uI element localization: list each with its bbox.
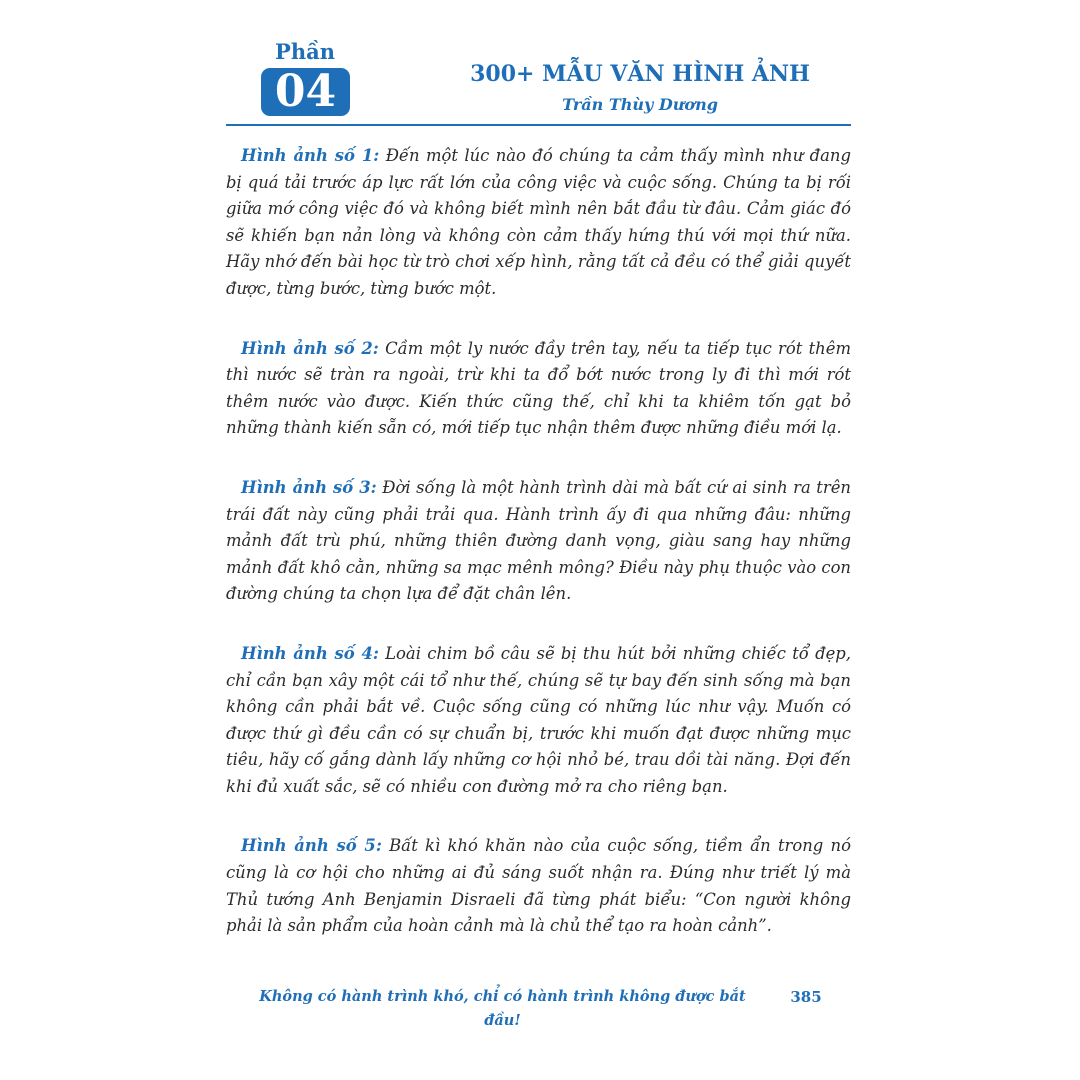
page-content <box>226 143 851 940</box>
paragraph-label: Hình ảnh số 5: <box>241 836 382 856</box>
footer-quote: Không có hành trình khó, chỉ có hành trình không được bắt đầu! <box>259 988 746 1029</box>
paragraph-label: Hình ảnh số 2: <box>241 338 379 358</box>
page-number: 385 <box>790 988 822 1006</box>
paragraph-text: Loài chim bồ câu sẽ bị thu hút bởi những chiếc tổ đẹp, chỉ cần bạn xây một cái tổ như thế, chúng sẽ tự bay đến sinh sống mà bạn không cần phải bắt về. Cuộc sống cũng có những lúc như vậy. Muốn có được thứ gì đều cần có sự chuẩn bị, trước khi muốn đạt được những mục tiêu, hãy cố gắng dành lấy những cơ hội nhỏ bé, trau dồi tài năng. Đợi đến khi đủ xuất sắc, sẽ có nhiều con đường mở ra cho riêng bạn. <box>226 643 851 796</box>
part-number-badge: 04 <box>261 68 350 116</box>
paragraph-text: Đến một lúc nào đó chúng ta cảm thấy mình như đang bị quá tải trước áp lực rất lớn của công việc và cuộc sống. Chúng ta bị rối giữa mớ công việc đó và không biết mình nên bắt đầu từ đâu. Cảm giác đó sẽ khiến bạn nản lòng và không còn cảm thấy hứng thú với mọi thứ nữa. Hãy nhớ đến bài học từ trò chơi xếp hình, rằng tất cả đều có thể giải quyết được, từng bước, từng bước một. <box>226 146 851 298</box>
paragraph-label: Hình ảnh số 4: <box>241 643 379 663</box>
paragraph-image-2 <box>226 336 851 442</box>
paragraph-text: Bất kì khó khăn nào của cuộc sống, tiềm ẩn trong nó cũng là cơ hội cho những ai đủ sáng suốt nhận ra. Đúng như triết lý mà Thủ tướng Anh Benjamin Disraeli đã từng phát biểu: “Con người không phải là sản phẩm của hoàn cảnh mà là chủ thể tạo ra hoàn cảnh”. <box>226 836 851 936</box>
paragraph-label: Hình ảnh số 1: <box>241 146 380 165</box>
book-title: 300+ MẪU VĂN HÌNH ẢNH <box>470 61 810 87</box>
paragraph-image-3 <box>226 475 851 608</box>
header-divider <box>226 124 851 126</box>
part-label: Phần <box>275 39 335 64</box>
paragraph-text: Đời sống là một hành trình dài mà bất cứ ai sinh ra trên trái đất này cũng phải trải qua. Hành trình ấy đi qua những đâu: những mảnh đất trù phú, những thiên đường danh vọng, giàu sang hay những mảnh đất khô cằn, những sa mạc mênh mông? Điều này phụ thuộc vào con đường chúng ta chọn lựa để đặt chân lên. <box>226 477 851 604</box>
paragraph-label: Hình ảnh số 3: <box>241 477 377 497</box>
paragraph-image-1 <box>226 143 851 303</box>
paragraph-image-5 <box>226 833 851 939</box>
author-name: Trần Thùy Dương <box>562 95 718 114</box>
paragraph-text: Cầm một ly nước đầy trên tay, nếu ta tiếp tục rót thêm thì nước sẽ tràn ra ngoài, trừ khi ta đổ bớt nước trong ly đi thì mới rót thêm nước vào được. Kiến thức cũng thế, chỉ khi ta khiêm tốn gạt bỏ những thành kiến sẵn có, mới tiếp tục nhận thêm được những điều mới lạ. <box>226 338 851 438</box>
paragraph-image-4 <box>226 641 851 801</box>
